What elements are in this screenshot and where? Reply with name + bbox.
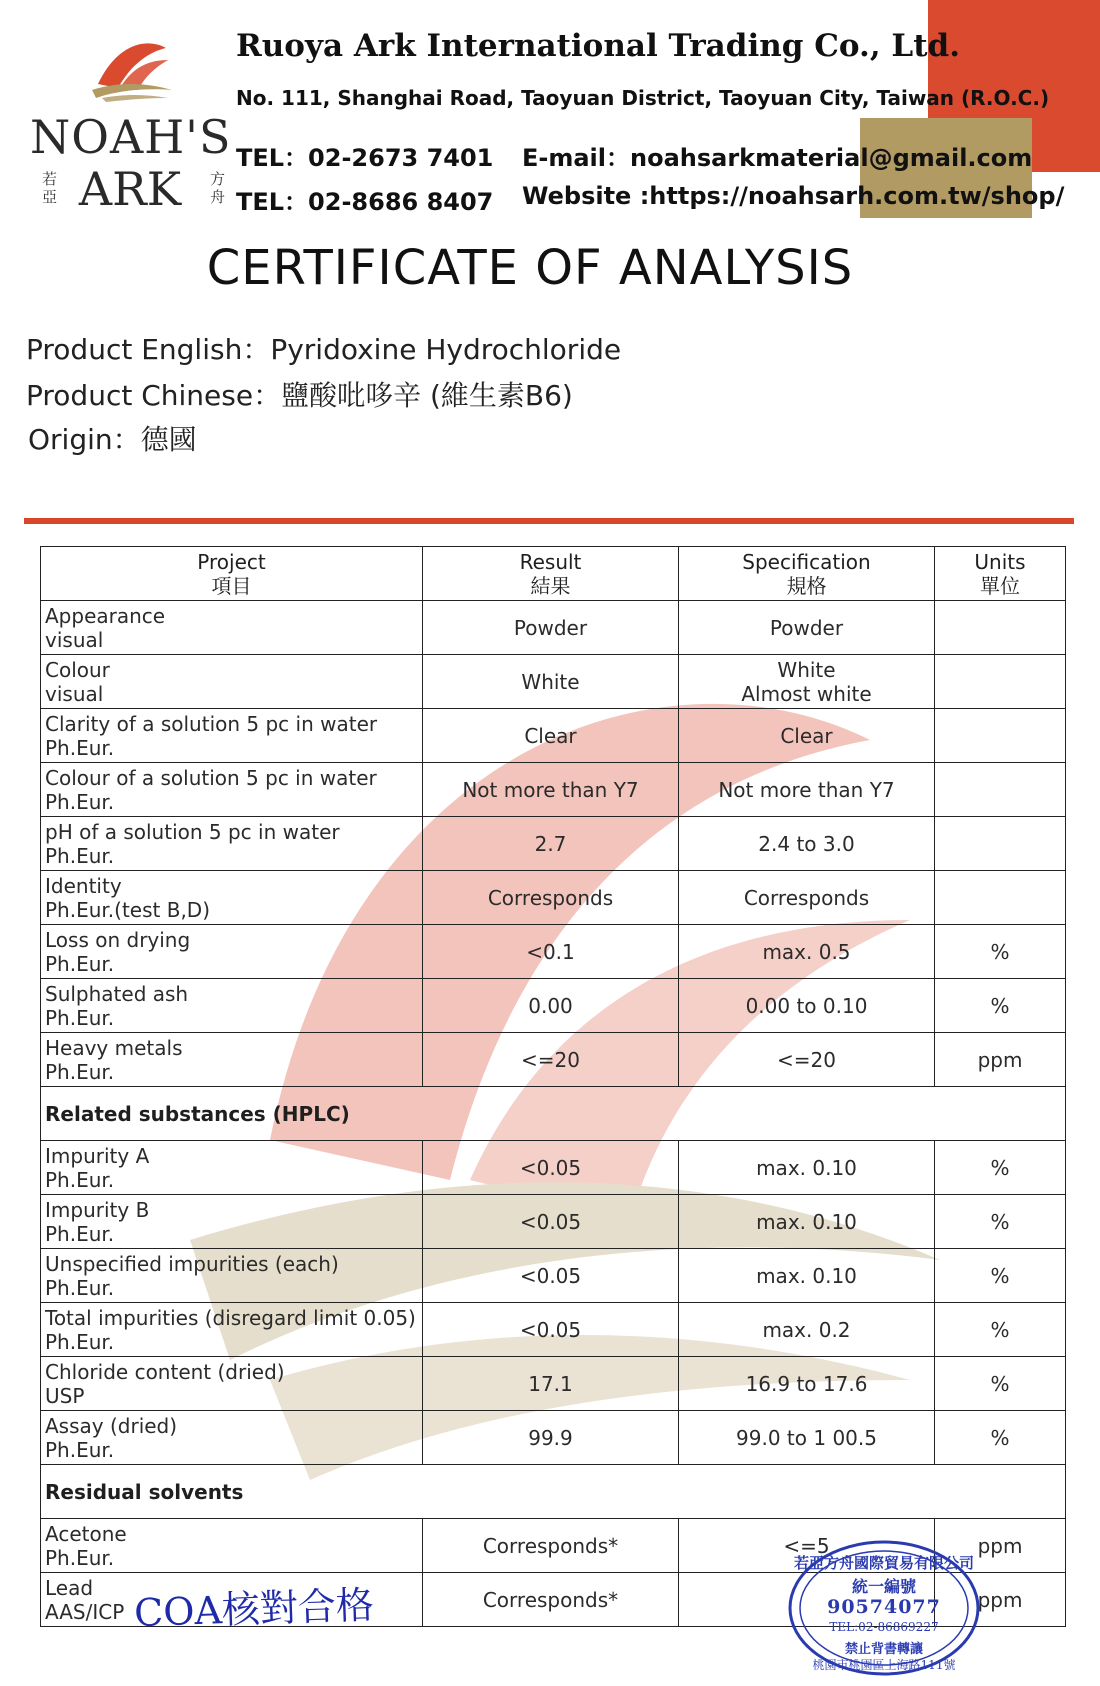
spec-cell: Corresponds xyxy=(679,871,935,925)
header-specification: Specification 規格 xyxy=(679,547,935,601)
table-row xyxy=(41,871,1066,925)
product-chinese: Product Chinese：鹽酸吡哆辛 (維生素B6) xyxy=(26,379,573,412)
result-cell: Powder xyxy=(423,601,679,655)
table-row xyxy=(41,655,1066,709)
company-address: No. 111, Shanghai Road, Taoyuan District, Taoyuan City, Taiwan (R.O.C.) xyxy=(236,86,1050,110)
unit-cell: % xyxy=(935,1141,1066,1195)
unit-cell: ppm xyxy=(935,1033,1066,1087)
spec-cell: <=5 xyxy=(679,1519,935,1573)
product-english: Product English：Pyridoxine Hydrochloride xyxy=(26,333,622,366)
telephone-1: TEL：02-2673 7401 xyxy=(236,144,494,172)
unit-cell: % xyxy=(935,1195,1066,1249)
table-row xyxy=(41,1411,1066,1465)
unit-cell xyxy=(935,871,1066,925)
unit-cell xyxy=(935,817,1066,871)
logo-name-line1: NOAH'S xyxy=(30,110,232,164)
table-row xyxy=(41,925,1066,979)
coa-verified-stamp: COA核對合格 xyxy=(133,1582,375,1636)
project-cell: Acetone Ph.Eur. xyxy=(41,1519,423,1573)
unit-cell: % xyxy=(935,1357,1066,1411)
unit-cell: % xyxy=(935,1249,1066,1303)
result-cell: 99.9 xyxy=(423,1411,679,1465)
project-cell: Loss on drying Ph.Eur. xyxy=(41,925,423,979)
result-cell: 0.00 xyxy=(423,979,679,1033)
seal-notice: 禁止背書轉讓 xyxy=(844,1642,923,1657)
table-row xyxy=(41,709,1066,763)
logo-name-line2: ARK xyxy=(78,162,182,216)
header-units: Units 單位 xyxy=(935,547,1066,601)
unit-cell xyxy=(935,763,1066,817)
spec-cell: Clear xyxy=(679,709,935,763)
unit-cell: ppm xyxy=(935,1573,1066,1627)
section-related-substances: Related substances (HPLC) xyxy=(41,1087,1066,1141)
spec-cell: 2.4 to 3.0 xyxy=(679,817,935,871)
seal-label: 統一編號 xyxy=(851,1577,916,1596)
spec-cell: max. 0.2 xyxy=(679,1303,935,1357)
result-cell: <0.05 xyxy=(423,1249,679,1303)
spec-cell: 16.9 to 17.6 xyxy=(679,1357,935,1411)
table-header-row xyxy=(41,547,1066,601)
spec-cell: max. 0.10 xyxy=(679,1195,935,1249)
project-cell: Impurity A Ph.Eur. xyxy=(41,1141,423,1195)
spec-cell: Powder xyxy=(679,601,935,655)
project-cell: Unspecified impurities (each) Ph.Eur. xyxy=(41,1249,423,1303)
result-cell: White xyxy=(423,655,679,709)
section-row xyxy=(41,1465,1066,1519)
logo-chinese-right: 方舟 xyxy=(210,170,226,206)
seal-company: 若亞方舟國際貿易有限公司 xyxy=(793,1554,974,1572)
coa-table xyxy=(40,546,1066,1627)
spec-cell: max. 0.5 xyxy=(679,925,935,979)
result-cell: <=20 xyxy=(423,1033,679,1087)
project-cell: Total impurities (disregard limit 0.05) Ph.Eur. xyxy=(41,1303,423,1357)
result-cell: <0.1 xyxy=(423,925,679,979)
project-cell: Appearance visual xyxy=(41,601,423,655)
table-row xyxy=(41,817,1066,871)
project-cell: Colour visual xyxy=(41,655,423,709)
project-cell: Chloride content (dried) USP xyxy=(41,1357,423,1411)
header-project: Project 項目 xyxy=(41,547,423,601)
result-cell: Not more than Y7 xyxy=(423,763,679,817)
ship-sail-icon xyxy=(88,38,174,102)
company-logo xyxy=(30,38,230,218)
project-cell: Assay (dried) Ph.Eur. xyxy=(41,1411,423,1465)
spec-cell: White Almost white xyxy=(679,655,935,709)
section-row xyxy=(41,1087,1066,1141)
unit-cell: % xyxy=(935,1411,1066,1465)
email-address: E-mail：noahsarkmaterial@gmail.com xyxy=(522,144,1033,172)
spec-cell: Not more than Y7 xyxy=(679,763,935,817)
table-row xyxy=(41,1303,1066,1357)
table-row xyxy=(41,1195,1066,1249)
header-result: Result 結果 xyxy=(423,547,679,601)
unit-cell xyxy=(935,709,1066,763)
project-cell: Identity Ph.Eur.(test B,D) xyxy=(41,871,423,925)
project-cell: Heavy metals Ph.Eur. xyxy=(41,1033,423,1087)
table-row xyxy=(41,601,1066,655)
logo-chinese-left: 若亞 xyxy=(42,170,58,206)
result-cell: Corresponds xyxy=(423,871,679,925)
result-cell: 17.1 xyxy=(423,1357,679,1411)
result-cell: <0.05 xyxy=(423,1303,679,1357)
header-divider xyxy=(24,518,1074,524)
project-cell: Impurity B Ph.Eur. xyxy=(41,1195,423,1249)
product-origin: Origin：德國 xyxy=(28,423,197,456)
result-cell: <0.05 xyxy=(423,1141,679,1195)
spec-cell: 0.00 to 0.10 xyxy=(679,979,935,1033)
seal-address: 桃園市桃園區上海路111號 xyxy=(812,1658,956,1672)
unit-cell: ppm xyxy=(935,1519,1066,1573)
result-cell: Corresponds* xyxy=(423,1573,679,1627)
website-url: Website :https://noahsarh.com.tw/shop/ xyxy=(522,182,1065,210)
unit-cell xyxy=(935,601,1066,655)
result-cell: Corresponds* xyxy=(423,1519,679,1573)
table-row xyxy=(41,1141,1066,1195)
unit-cell: % xyxy=(935,979,1066,1033)
spec-cell: 99.0 to 1 00.5 xyxy=(679,1411,935,1465)
spec-cell: max. 0.10 xyxy=(679,1249,935,1303)
result-cell: Clear xyxy=(423,709,679,763)
table-row xyxy=(41,979,1066,1033)
document-title: CERTIFICATE OF ANALYSIS xyxy=(206,240,854,296)
project-cell: Lead AAS/ICP xyxy=(41,1573,423,1627)
company-seal xyxy=(786,1538,982,1678)
project-cell: Sulphated ash Ph.Eur. xyxy=(41,979,423,1033)
table-row xyxy=(41,1249,1066,1303)
spec-cell: <=20 xyxy=(679,1033,935,1087)
table-row xyxy=(41,1357,1066,1411)
result-cell: <0.05 xyxy=(423,1195,679,1249)
spec-cell: max. 0.10 xyxy=(679,1141,935,1195)
seal-tax-id: 90574077 xyxy=(827,1596,941,1618)
table-row xyxy=(41,763,1066,817)
table-row xyxy=(41,1033,1066,1087)
section-residual-solvents: Residual solvents xyxy=(41,1465,1066,1519)
company-name: Ruoya Ark International Trading Co., Ltd. xyxy=(236,28,960,64)
unit-cell: % xyxy=(935,1303,1066,1357)
result-cell: 2.7 xyxy=(423,817,679,871)
project-cell: pH of a solution 5 pc in water Ph.Eur. xyxy=(41,817,423,871)
project-cell: Colour of a solution 5 pc in water Ph.Eur. xyxy=(41,763,423,817)
unit-cell: % xyxy=(935,925,1066,979)
seal-phone: TEL:02-86869227 xyxy=(829,1620,939,1634)
project-cell: Clarity of a solution 5 pc in water Ph.Eur. xyxy=(41,709,423,763)
telephone-2: TEL：02-8686 8407 xyxy=(236,188,494,216)
unit-cell xyxy=(935,655,1066,709)
